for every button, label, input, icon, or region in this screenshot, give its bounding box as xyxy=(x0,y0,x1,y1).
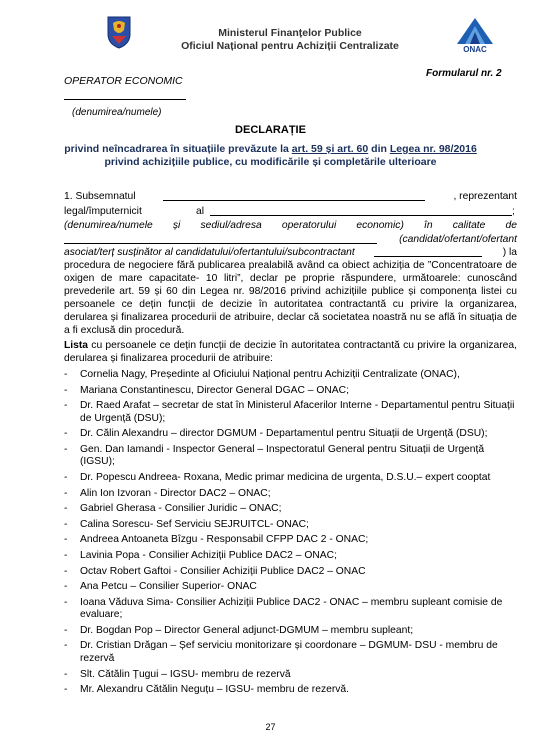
capacity-field[interactable] xyxy=(64,243,377,244)
la-label: ) la xyxy=(502,247,517,258)
subtitle-articles-link[interactable]: art. 59 și art. 60 xyxy=(291,143,369,155)
operator-hint: (denumirea/numele) xyxy=(72,107,162,118)
list-item: - Gen. Dan Iamandi - Inspector General – Inspectoratul General pentru Situații de Urgență (IGSU); xyxy=(80,444,516,469)
subcontractant-field[interactable] xyxy=(374,256,482,257)
capacity-hint-2: asociat/terț susținător al candidatului/ofertantului/subcontractant xyxy=(64,247,355,258)
list-item: - Dr. Călin Alexandru – director DGMUM - Departamentul pentru Situații de Urgență (DSU); xyxy=(80,428,516,441)
list-item: - Calina Sorescu- Sef Serviciu SEJRUITCL- ONAC; xyxy=(80,519,516,532)
page-number: 27 xyxy=(265,722,276,732)
operator-label: OPERATOR ECONOMIC xyxy=(64,75,183,87)
list-intro-text: cu persoanele ce dețin funcții de decizie în autoritatea contractantă cu privire la organizarea, derularea și finalizarea procedurii de atribuire: xyxy=(64,340,517,364)
list-item: - Cornelia Nagy, Președinte al Oficiului Național pentru Achiziții Centralizate (ONAC), xyxy=(80,369,516,382)
form-number: Formularul nr. 2 xyxy=(426,68,502,79)
ministry-name: Ministerul Finanțelor Publice xyxy=(218,27,362,39)
reprezentant-label: , reprezentant xyxy=(453,191,517,202)
list-item: - Dr. Popescu Andreea- Roxana, Medic primar medicina de urgenta, D.S.U.– expert cooptat xyxy=(80,472,516,485)
subtitle-prefix: privind neîncadrarea în situațiile prevăzute la xyxy=(64,143,292,155)
persons-list xyxy=(80,369,516,700)
list-intro-bold: Lista xyxy=(64,340,89,351)
subsemnatul-label: 1. Subsemnatul xyxy=(64,191,136,202)
operator-details-hint: (denumirea/numele și sediul/adresa operatorului economic) în calitate de xyxy=(64,220,517,231)
coat-of-arms-logo xyxy=(104,14,134,50)
declaration-subtitle-line1 xyxy=(0,143,541,155)
list-item: - Octav Robert Gaftoi - Consilier Achiziții Publice DAC2 – ONAC xyxy=(80,566,516,579)
list-item: - Ioana Văduva Sima- Consilier Achiziții Publice DAC2 - ONAC – membru supleant comisie de evaluare; xyxy=(80,597,516,622)
declaration-title: DECLARAȚIE xyxy=(235,124,306,136)
office-name: Oficiul Național pentru Achiziții Centralizate xyxy=(181,40,399,52)
list-item: - Mr. Alexandru Cătălin Neguțu – IGSU- membru de rezervă. xyxy=(80,684,516,697)
signatory-name-field[interactable] xyxy=(163,200,425,201)
subtitle-mid: din xyxy=(368,143,390,155)
list-item: - Dr. Raed Arafat – secretar de stat în Ministerul Afacerilor Interne - Departamentul pentru Situații de Urgență (DSU); xyxy=(80,400,516,425)
onac-logo-text: ONAC xyxy=(463,45,487,54)
capacity-hint-1: (candidat/ofertant/ofertant xyxy=(399,234,517,245)
list-intro xyxy=(64,339,517,365)
semicolon: ; xyxy=(512,206,515,217)
onac-logo xyxy=(453,16,497,56)
list-item: - Mariana Constantinescu, Director General DGAC – ONAC; xyxy=(80,385,516,398)
al-label: al xyxy=(196,206,205,217)
legal-imputernicit-label: legal/împuternicit xyxy=(64,206,142,217)
declaration-paragraph: procedura de negociere fără publicarea prealabilă având ca obiect achiziția de ”Concentratoare de oxigen de mare capacitate- 10 litri”, declar pe proprie răspundere, următoarele: cunoscând prevederile art. 59 și 60 din Legea nr. 98/2016 privind achizițiile publice și componența listei cu persoanele ce dețin funcții de decizie în autoritatea contractantă cu privire la organizarea, derularea și finalizarea procedurii de atribuire, declar că societatea noastră nu se află în situația de a fi exclusă din procedură. xyxy=(64,260,517,336)
list-item: - Lavinia Popa - Consilier Achiziții Publice DAC2 – ONAC; xyxy=(80,550,516,563)
declaration-subtitle-line2: privind achizițiile publice, cu modificările și completările ulterioare xyxy=(104,156,437,168)
subtitle-law-link[interactable]: Legea nr. 98/2016 xyxy=(389,143,477,155)
list-item: - Gabriel Gherasa - Consilier Juridic – ONAC; xyxy=(80,503,516,516)
operator-name-line[interactable] xyxy=(64,99,186,100)
list-item: - Alin Ion Izvoran - Director DAC2 – ONAC; xyxy=(80,488,516,501)
list-item: - Ana Petcu – Consilier Superior- ONAC xyxy=(80,581,516,594)
list-item: - Andreea Antoaneta Bîzgu - Responsabil CFPP DAC 2 - ONAC; xyxy=(80,534,516,547)
operator-details-field[interactable] xyxy=(210,215,512,216)
list-item: - Dr. Cristian Drăgan – Șef serviciu monitorizare și coordonare – DGMUM- DSU - membru de rezervă xyxy=(80,640,516,665)
list-item: - Slt. Cătălin Țugui – IGSU- membru de rezervă xyxy=(80,669,516,682)
list-item: - Dr. Bogdan Pop – Director General adjunct-DGMUM – membru supleant; xyxy=(80,625,516,638)
